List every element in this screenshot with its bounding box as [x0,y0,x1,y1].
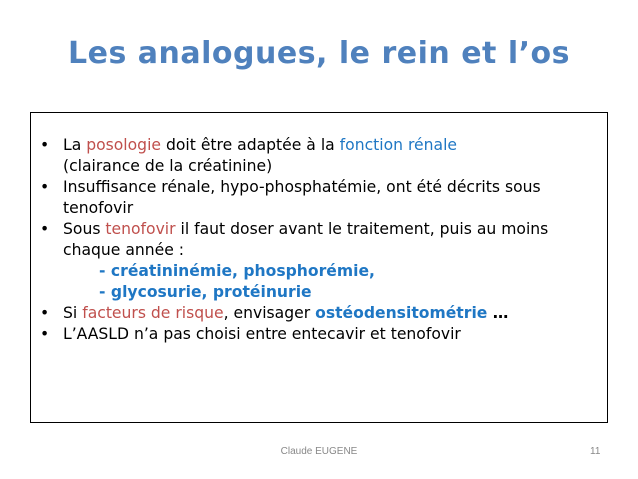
highlight-tenofovir: tenofovir [105,220,176,238]
sub-item-creatininemie: - créatininémie, phosphorémie, [99,262,375,280]
footer-author: Claude EUGENE [280,446,358,457]
bullet-list [31,135,605,345]
bullet-text: Si [63,304,83,322]
bullet-text: doit être adaptée à la [161,136,340,154]
bullet-text: , envisager [223,304,316,322]
highlight-fonction-renale: fonction rénale [339,136,458,154]
highlight-facteurs-risque: facteurs de risque [82,304,224,322]
sub-list-dosages [31,261,605,303]
bullet-text: L’AASLD n’a pas choisi entre entecavir et tenofovir [63,325,461,343]
bullet-text: Sous [63,220,106,238]
bullet-text: La [63,136,87,154]
bullet-text: il faut doser avant le traitement, puis au moins chaque année : [63,220,549,259]
ellipsis: … [487,304,509,322]
content-box [30,112,608,423]
bullet-aasld [31,324,605,345]
page-number: 11 [590,446,601,457]
bullet-text: (clairance de la créatinine) [63,157,273,175]
highlight-osteodensitometrie: ostéodensitométrie [315,304,488,322]
bullet-posologie [31,135,605,177]
bullet-insuffisance [31,177,605,219]
bullet-facteurs-risque [31,303,605,324]
bullet-text: Insuffisance rénale, hypo-phosphatémie, ont été décrits sous tenofovir [63,178,541,217]
bullet-tenofovir [31,219,605,261]
highlight-posologie: posologie [86,136,162,154]
sub-item-glycosurie: - glycosurie, protéinurie [99,283,312,301]
slide-title: Les analogues, le rein et l’os [68,36,570,71]
